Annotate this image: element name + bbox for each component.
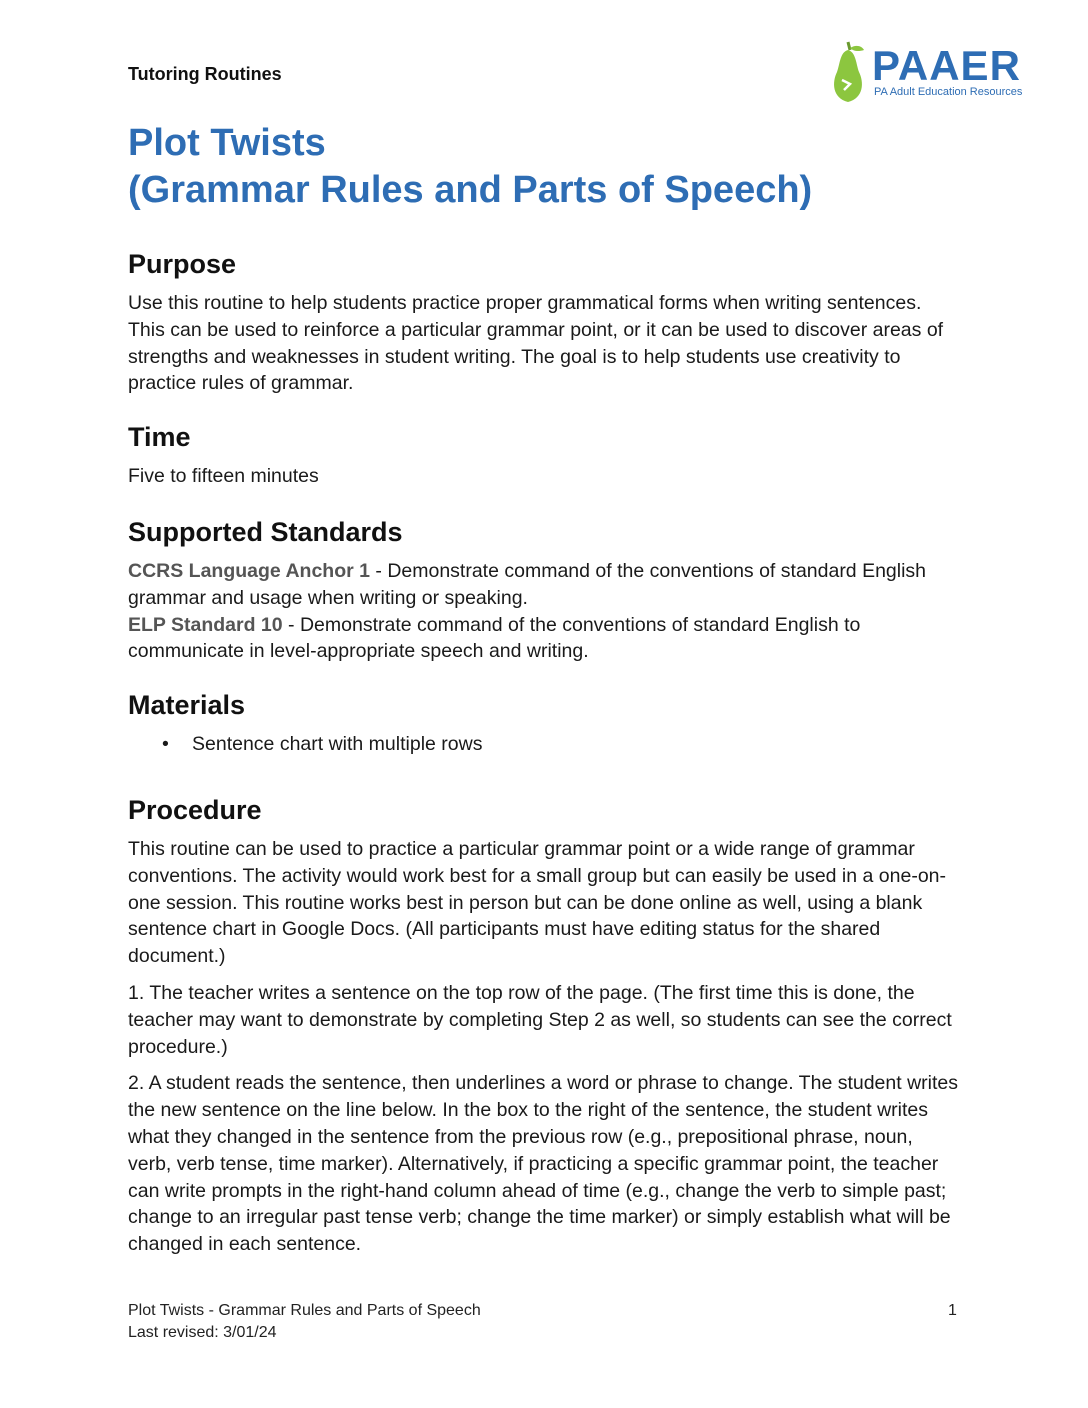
time-text: Five to fifteen minutes [128,465,319,488]
standard-item [128,612,960,666]
paaer-logo [828,40,1038,106]
purpose-text: Use this routine to help students practice proper grammatical forms when writing sentences. This can be used to reinforce a particular grammar point, or it can be used to discover areas of strengths and weaknesses in student writing. The goal is to help students use creativity to practice rules of grammar. [128,292,944,395]
procedure-step-2: 2. A student reads the sentence, then underlines a word or phrase to change. The student writes the new sentence on the line below. In the box to the right of the sentence, the student writes what they changed in the sentence from the previous row (e.g., prepositional phrase, noun, verb, verb tense, time marker). Alternatively, if practicing a specific grammar point, the teacher can write prompts in the right-hand column ahead of time (e.g., change the verb to simple past; change to an irregular past tense verb; change the time marker) or simply establish what will be changed in each sentence. [128,1072,959,1256]
purpose-heading: Purpose [128,249,237,279]
standard-label[interactable]: CCRS Language Anchor 1 [128,559,370,582]
material-text: Sentence chart with multiple rows [192,733,483,756]
title-line-2: (Grammar Rules and Parts of Speech) [128,169,813,211]
standard-item [128,558,960,612]
pear-icon [828,40,868,104]
footer-revised: Last revised: 3/01/24 [128,1324,277,1341]
standard-label[interactable]: ELP Standard 10 [128,613,283,636]
page-number: 1 [948,1302,957,1319]
standard-text: - Demonstrate command of the conventions of standard English grammar and usage when writing or speaking. [128,559,927,609]
main-content [128,120,960,1258]
materials-list [128,731,960,758]
list-item [128,731,960,758]
footer-doc-title: Plot Twists - Grammar Rules and Parts of Speech [128,1302,481,1319]
logo-subtext: PA Adult Education Resources [874,86,1023,98]
header-label: Tutoring Routines [128,64,282,84]
logo-text: PAAER [872,42,1021,89]
materials-heading: Materials [128,690,246,721]
page-title [128,120,960,214]
bullet-icon: • [162,733,169,756]
time-heading: Time [128,422,191,453]
standards-heading: Supported Standards [128,516,403,547]
standard-text: - Demonstrate command of the conventions of standard English to communicate in level-appropriate speech and writing. [128,613,861,663]
footer [128,1300,481,1344]
procedure-heading: Procedure [128,794,262,825]
title-line-1: Plot Twists [128,122,326,164]
procedure-step-1: 1. The teacher writes a sentence on the top row of the page. (The first time this is done, the teacher may want to demonstrate by completing Step 2 as well, so students can see the correct procedure.) [128,981,952,1058]
procedure-intro: This routine can be used to practice a particular grammar point or a wide range of grammar conventions. The activity would work best for a small group but can easily be used in a one-on-one session. This routine works best in person but can be done online as well, using a blank sentence chart in Google Docs. (All participants must have editing status for the shared document.) [128,837,947,968]
